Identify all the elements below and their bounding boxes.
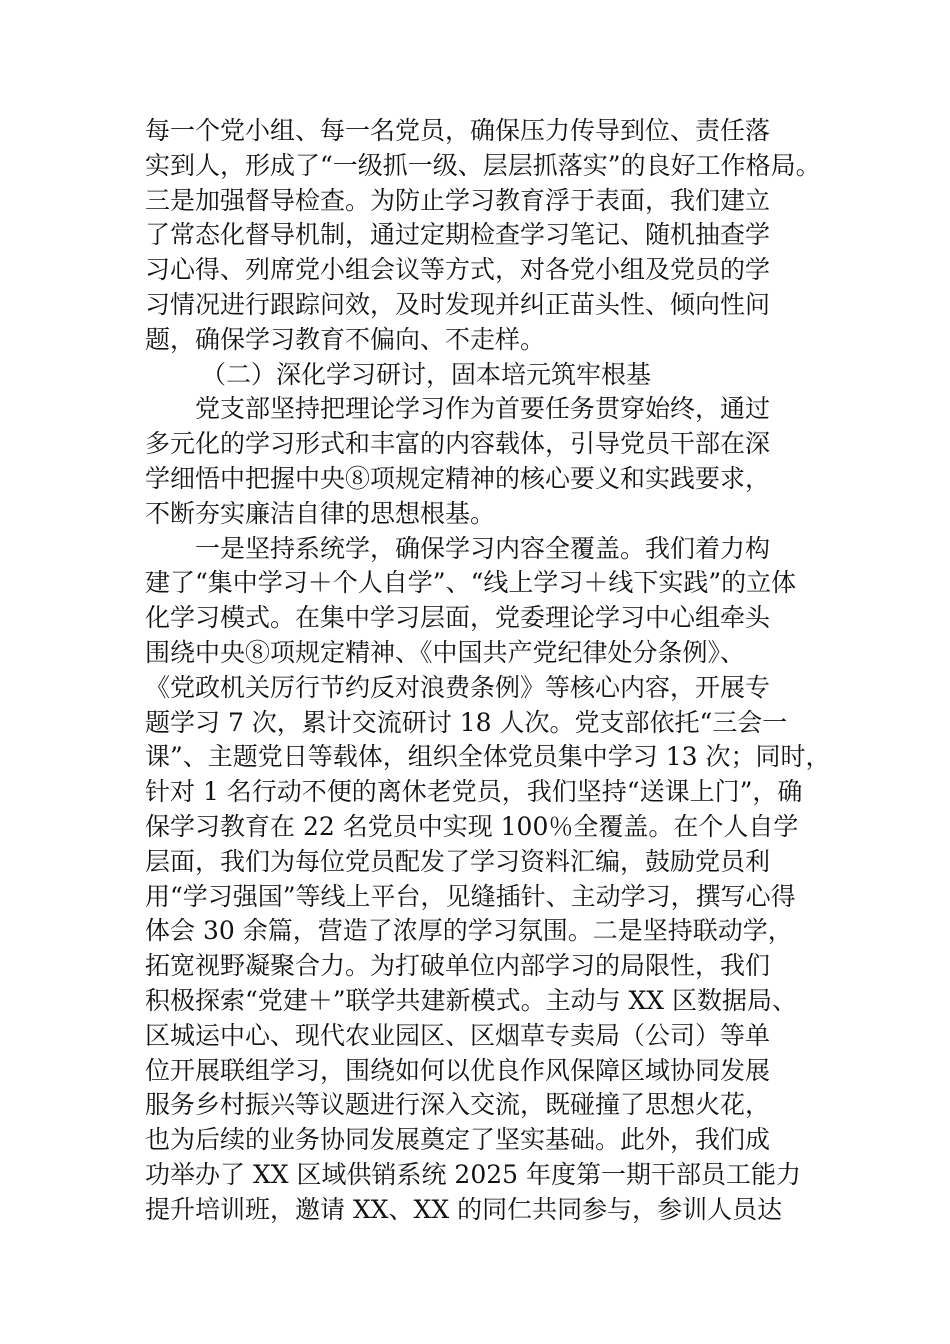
text-line: 围绕中央⑧项规定精神、《中国共产党纪律处分条例》、 (145, 637, 746, 667)
text-line: 针对 1 名行动不便的离休老党员，我们坚持“送课上门”，确 (145, 777, 803, 807)
text-line: 积极探索“党建＋”联学共建新模式。主动与 XX 区数据局、 (145, 985, 798, 1015)
text-line: 提升培训班，邀请 XX、XX 的同仁共同参与，参训人员达 (145, 1194, 783, 1224)
document-body (145, 114, 845, 1228)
paragraph-start: 党支部坚持把理论学习作为首要任务贯穿始终，通过 (195, 394, 771, 424)
text-line: 层面，我们为每位党员配发了学习资料汇编，鼓励党员利 (145, 846, 771, 876)
text-line: 了常态化督导机制，通过定期检查学习笔记、随机抽查学 (145, 220, 771, 250)
text-line: 习心得、列席党小组会议等方式，对各党小组及党员的学 (145, 255, 771, 285)
text-line: 也为后续的业务协同发展奠定了坚实基础。此外，我们成 (145, 1125, 771, 1155)
text-line: 课”、主题党日等载体，组织全体党员集中学习 13 次；同时， (145, 742, 831, 772)
text-line: 多元化的学习形式和丰富的内容载体，引导党员干部在深 (145, 429, 771, 459)
text-line: 题学习 7 次，累计交流研讨 18 人次。党支部依托“三会一 (145, 707, 788, 737)
text-line: 不断夯实廉洁自律的思想根基。 (145, 498, 496, 528)
paragraph-start: 一是坚持系统学，确保学习内容全覆盖。我们着力构 (195, 533, 771, 563)
text-line: 化学习模式。在集中学习层面，党委理论学习中心组牵头 (145, 603, 771, 633)
text-line: 习情况进行跟踪问效，及时发现并纠正苗头性、倾向性问 (145, 289, 771, 319)
text-line: 区城运中心、现代农业园区、区烟草专卖局（公司）等单 (145, 1020, 771, 1050)
text-line: 学细悟中把握中央⑧项规定精神的核心要义和实践要求， (145, 463, 771, 493)
text-line: 功举办了 XX 区域供销系统 2025 年度第一期干部员工能力 (145, 1159, 802, 1189)
text-line: 用“学习强国”等线上平台，见缝插针、主动学习，撰写心得 (145, 881, 796, 911)
text-line: 服务乡村振兴等议题进行深入交流，既碰撞了思想火花， (145, 1090, 771, 1120)
text-line: 建了“集中学习＋个人自学”、“线上学习＋线下实践”的立体 (145, 568, 797, 598)
text-line: 实到人，形成了“一级抓一级、层层抓落实”的良好工作格局。 (145, 150, 821, 180)
text-line: 三是加强督导检查。为防止学习教育浮于表面，我们建立 (145, 185, 771, 215)
text-line: 保学习教育在 22 名党员中实现 100％全覆盖。在个人自学 (145, 811, 799, 841)
text-line: 题，确保学习教育不偏向、不走样。 (145, 324, 546, 354)
text-line: 拓宽视野凝聚合力。为打破单位内部学习的局限性，我们 (145, 951, 771, 981)
text-line: 《党政机关厉行节约反对浪费条例》等核心内容，开展专 (145, 672, 771, 702)
text-line: 每一个党小组、每一名党员，确保压力传导到位、责任落 (145, 116, 771, 145)
text-line: 位开展联组学习，围绕如何以优良作风保障区域协同发展 (145, 1055, 771, 1085)
section-heading: （二）深化学习研讨，固本培元筑牢根基 (201, 359, 652, 389)
text-line: 体会 30 余篇，营造了浓厚的学习氛围。二是坚持联动学， (145, 916, 793, 946)
